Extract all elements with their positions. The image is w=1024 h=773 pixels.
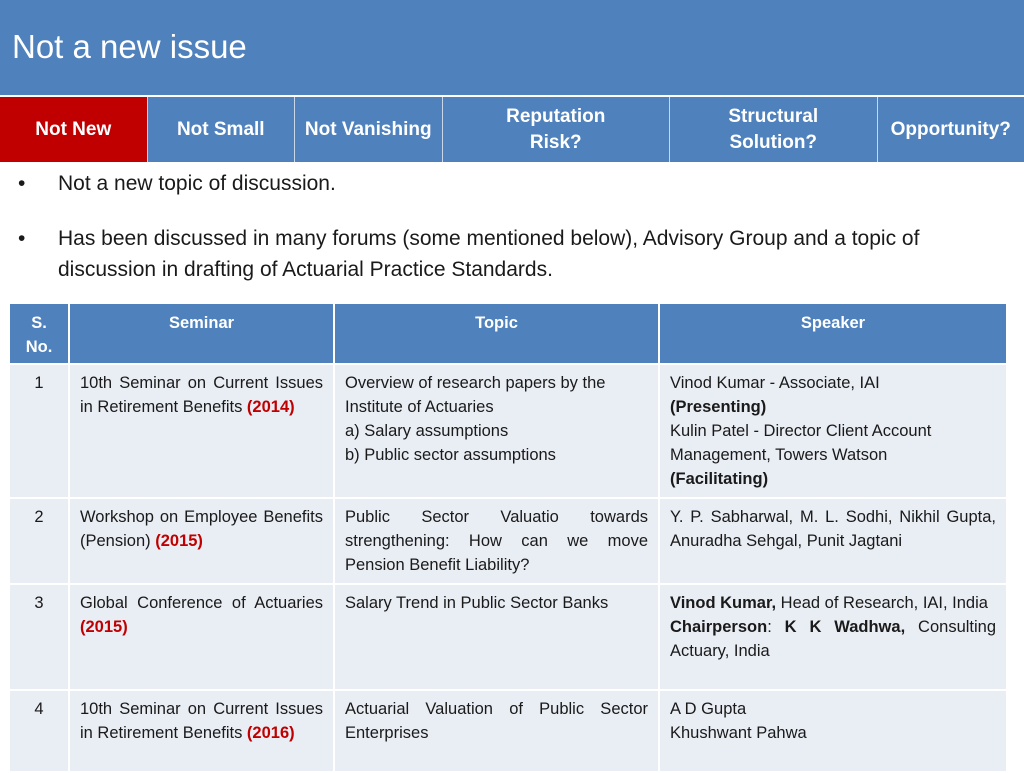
speaker-entry bbox=[670, 591, 996, 615]
seminar-name: Global Conference of Actuaries bbox=[80, 594, 323, 612]
bullet-text: Has been discussed in many forums (some mentioned below), Advisory Group and a topic of discussion in drafting of Actuarial Practice Standards. bbox=[58, 223, 1008, 285]
table-header-row bbox=[9, 303, 1007, 364]
speaker-detail: Head of Research, IAI, India bbox=[781, 594, 988, 612]
speaker-line: Kulin Patel - Director Client Account Management, Towers Watson bbox=[670, 419, 996, 467]
header-seminar: Seminar bbox=[69, 303, 334, 364]
speaker-line: A D Gupta bbox=[670, 697, 996, 721]
header-topic: Topic bbox=[334, 303, 659, 364]
speaker-line: Vinod Kumar - Associate, IAI bbox=[670, 371, 996, 395]
bullet-marker: • bbox=[18, 223, 58, 285]
speaker-separator: : bbox=[767, 618, 772, 636]
tab-structural-solution[interactable]: Structural Solution? bbox=[670, 97, 878, 162]
header-sno: S. No. bbox=[9, 303, 69, 364]
seminar-name: 10th Seminar on Current Issues in Retirement Benefits bbox=[80, 700, 323, 742]
tab-not-vanishing[interactable]: Not Vanishing bbox=[295, 97, 443, 162]
bullet-marker: • bbox=[18, 168, 58, 199]
cell-sno: 1 bbox=[9, 364, 69, 498]
table-row bbox=[9, 498, 1007, 584]
cell-sno: 4 bbox=[9, 690, 69, 772]
tab-opportunity[interactable]: Opportunity? bbox=[878, 97, 1024, 162]
speaker-line: Khushwant Pahwa bbox=[670, 721, 996, 745]
speaker-label: Chairperson bbox=[670, 618, 767, 636]
cell-speaker bbox=[659, 364, 1007, 498]
seminar-name: 10th Seminar on Current Issues in Retirement Benefits bbox=[80, 374, 323, 416]
cell-speaker bbox=[659, 584, 1007, 690]
page-title: Not a new issue bbox=[12, 28, 247, 66]
topic-intro: Overview of research papers by the Institute of Actuaries bbox=[345, 371, 648, 419]
tab-reputation-risk[interactable]: Reputation Risk? bbox=[443, 97, 671, 162]
seminar-year: (2016) bbox=[247, 724, 295, 742]
cell-seminar bbox=[69, 690, 334, 772]
bullet-item bbox=[18, 168, 1008, 199]
speaker-detail: Consulting Actuary, India bbox=[670, 618, 996, 660]
header-speaker: Speaker bbox=[659, 303, 1007, 364]
speaker-name: Vinod Kumar, bbox=[670, 594, 776, 612]
seminar-year: (2015) bbox=[155, 532, 203, 550]
cell-topic: Public Sector Valuatio towards strengthening: How can we move Pension Benefit Liability? bbox=[334, 498, 659, 584]
cell-seminar bbox=[69, 364, 334, 498]
cell-seminar bbox=[69, 584, 334, 690]
tab-not-new[interactable]: Not New bbox=[0, 97, 148, 162]
title-bar bbox=[0, 0, 1024, 95]
cell-sno: 3 bbox=[9, 584, 69, 690]
bullet-item bbox=[18, 223, 1008, 285]
tab-not-small[interactable]: Not Small bbox=[148, 97, 296, 162]
table-row bbox=[9, 364, 1007, 498]
seminar-name: Workshop on Employee Benefits (Pension) bbox=[80, 508, 323, 550]
cell-topic: Salary Trend in Public Sector Banks bbox=[334, 584, 659, 690]
table-row bbox=[9, 690, 1007, 772]
topic-line: a) Salary assumptions bbox=[345, 419, 648, 443]
table-row bbox=[9, 584, 1007, 690]
speaker-name: K K Wadhwa, bbox=[785, 618, 905, 636]
cell-topic bbox=[334, 364, 659, 498]
bullet-text: Not a new topic of discussion. bbox=[58, 168, 1008, 199]
cell-speaker: Y. P. Sabharwal, M. L. Sodhi, Nikhil Gupta, Anuradha Sehgal, Punit Jagtani bbox=[659, 498, 1007, 584]
topic-line: b) Public sector assumptions bbox=[345, 443, 648, 467]
speaker-role: (Presenting) bbox=[670, 395, 996, 419]
cell-topic: Actuarial Valuation of Public Sector Enterprises bbox=[334, 690, 659, 772]
seminar-year: (2015) bbox=[80, 618, 128, 636]
cell-sno: 2 bbox=[9, 498, 69, 584]
cell-speaker bbox=[659, 690, 1007, 772]
seminar-year: (2014) bbox=[247, 398, 295, 416]
seminar-table bbox=[8, 302, 1008, 773]
section-tabs bbox=[0, 97, 1024, 162]
cell-seminar bbox=[69, 498, 334, 584]
speaker-role: (Facilitating) bbox=[670, 467, 996, 491]
bullet-list bbox=[18, 168, 1008, 309]
speaker-entry bbox=[670, 615, 996, 663]
